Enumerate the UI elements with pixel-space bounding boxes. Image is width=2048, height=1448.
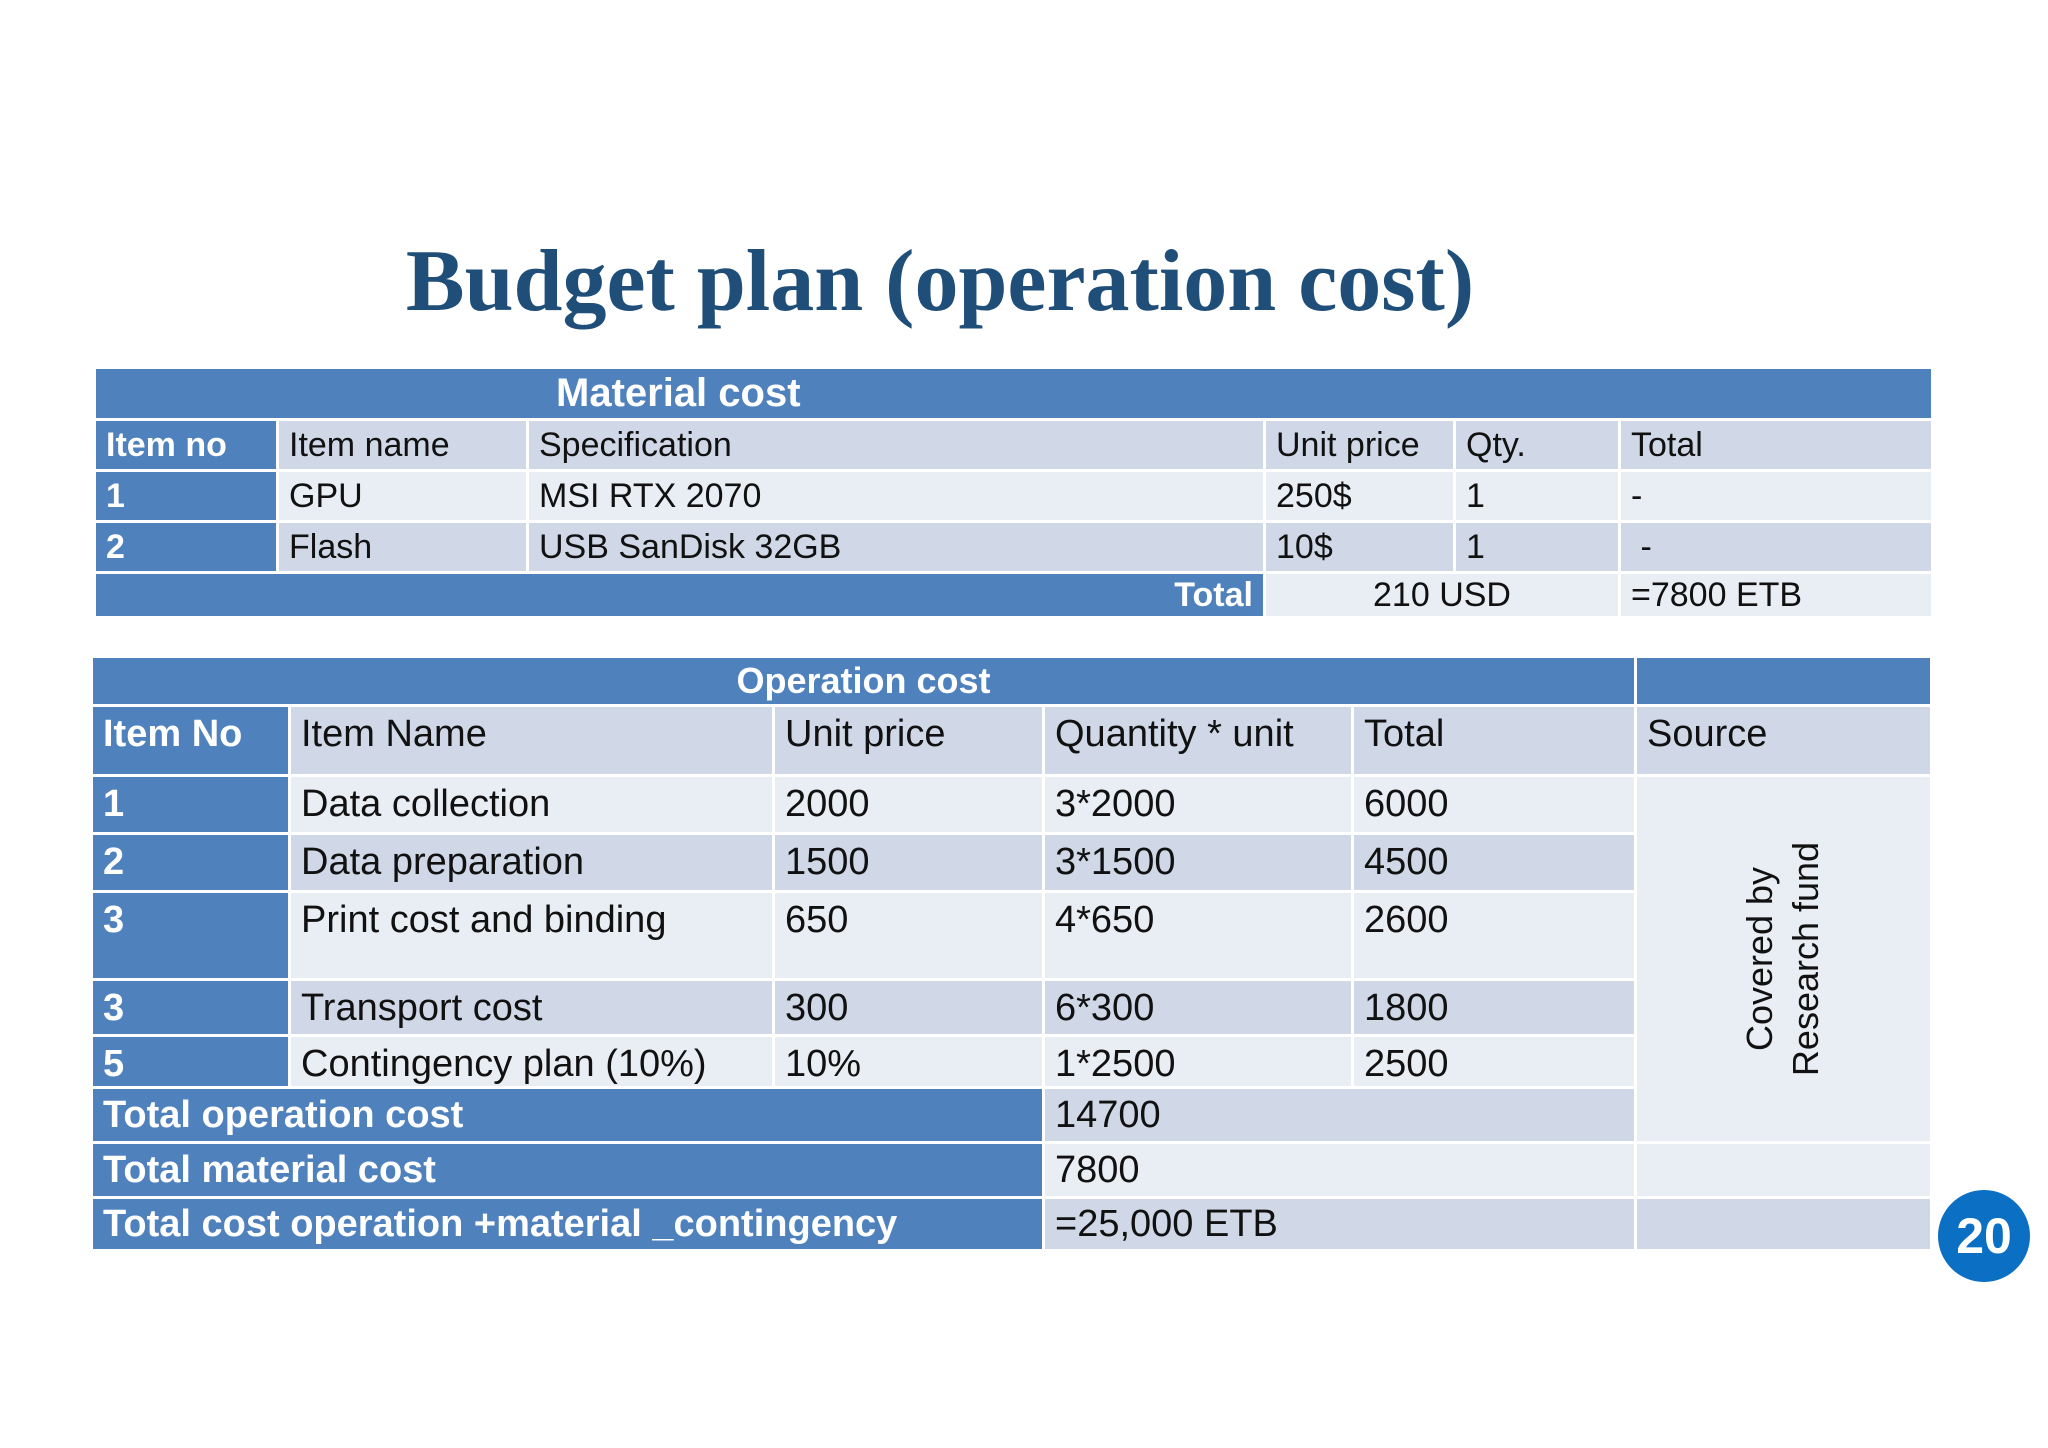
unit-price-cell: 300	[775, 981, 1042, 1034]
material-cost-caption: Material cost	[96, 369, 1931, 418]
empty-source-cell	[1637, 1199, 1930, 1249]
qty-cell: 1	[1456, 472, 1618, 520]
column-header: Source	[1637, 707, 1930, 774]
item-no-cell: 2	[93, 835, 288, 890]
material-total-etb: =7800 ETB	[1621, 574, 1931, 616]
column-header: Total	[1621, 421, 1931, 469]
material-total-usd: 210 USD	[1266, 574, 1618, 616]
page-number-badge: 20	[1938, 1190, 2030, 1282]
column-header: Quantity * unit	[1045, 707, 1351, 774]
total-cell: 2500	[1354, 1037, 1634, 1086]
column-header: Unit price	[1266, 421, 1453, 469]
item-no-cell: 1	[93, 777, 288, 832]
total-cell: -	[1621, 472, 1931, 520]
source-caption-cell	[1637, 658, 1930, 704]
item-name-cell: Data preparation	[291, 835, 772, 890]
quantity-unit-cell: 1*2500	[1045, 1037, 1351, 1086]
column-header: Specification	[529, 421, 1263, 469]
unit-price-cell: 650	[775, 893, 1042, 978]
total-cell: 2600	[1354, 893, 1634, 978]
column-header: Item no	[96, 421, 276, 469]
column-header: Unit price	[775, 707, 1042, 774]
specification-cell: MSI RTX 2070	[529, 472, 1263, 520]
table-row	[96, 472, 1931, 520]
operation-cost-caption: Operation cost	[93, 658, 1634, 704]
column-header: Item Name	[291, 707, 772, 774]
summary-row	[93, 1144, 1930, 1196]
operation-cost-table	[90, 655, 1933, 1252]
item-no-cell: 1	[96, 472, 276, 520]
quantity-unit-cell: 6*300	[1045, 981, 1351, 1034]
source-line-1: Covered by	[1739, 866, 1781, 1052]
unit-price-cell: 10$	[1266, 523, 1453, 571]
item-no-cell: 3	[93, 893, 288, 978]
source-cell	[1637, 777, 1930, 1141]
item-name-cell: Print cost and binding	[291, 893, 772, 978]
summary-row	[93, 1199, 1930, 1249]
source-text	[1738, 842, 1830, 1076]
summary-label: Total cost operation +material _contingency	[93, 1199, 1042, 1249]
summary-value: 14700	[1045, 1089, 1634, 1141]
total-cell: 4500	[1354, 835, 1634, 890]
unit-price-cell: 250$	[1266, 472, 1453, 520]
summary-value: 7800	[1045, 1144, 1634, 1196]
summary-label: Total operation cost	[93, 1089, 1042, 1141]
column-header: Qty.	[1456, 421, 1618, 469]
total-cell: -	[1621, 523, 1931, 571]
table-row	[93, 777, 1930, 832]
summary-label: Total material cost	[93, 1144, 1042, 1196]
column-header: Item No	[93, 707, 288, 774]
specification-cell: USB SanDisk 32GB	[529, 523, 1263, 571]
total-cell: 6000	[1354, 777, 1634, 832]
table-header-row	[96, 421, 1931, 469]
total-cell: 1800	[1354, 981, 1634, 1034]
quantity-unit-cell: 3*1500	[1045, 835, 1351, 890]
item-name-cell: Transport cost	[291, 981, 772, 1034]
item-no-cell: 5	[93, 1037, 288, 1086]
summary-value: =25,000 ETB	[1045, 1199, 1634, 1249]
unit-price-cell: 10%	[775, 1037, 1042, 1086]
quantity-unit-cell: 3*2000	[1045, 777, 1351, 832]
page-title: Budget plan (operation cost)	[405, 233, 1475, 330]
material-total-label: Total	[96, 574, 1263, 616]
empty-source-cell	[1637, 1144, 1930, 1196]
table-row	[96, 523, 1931, 571]
unit-price-cell: 2000	[775, 777, 1042, 832]
source-line-2: Research fund	[1785, 841, 1827, 1077]
item-name-cell: Flash	[279, 523, 526, 571]
table-header-row	[93, 707, 1930, 774]
qty-cell: 1	[1456, 523, 1618, 571]
item-name-cell: Data collection	[291, 777, 772, 832]
column-header: Total	[1354, 707, 1634, 774]
material-total-row	[96, 574, 1931, 616]
item-name-cell: GPU	[279, 472, 526, 520]
item-no-cell: 3	[93, 981, 288, 1034]
material-cost-table	[93, 366, 1934, 619]
quantity-unit-cell: 4*650	[1045, 893, 1351, 978]
item-name-cell: Contingency plan (10%)	[291, 1037, 772, 1086]
unit-price-cell: 1500	[775, 835, 1042, 890]
item-no-cell: 2	[96, 523, 276, 571]
column-header: Item name	[279, 421, 526, 469]
